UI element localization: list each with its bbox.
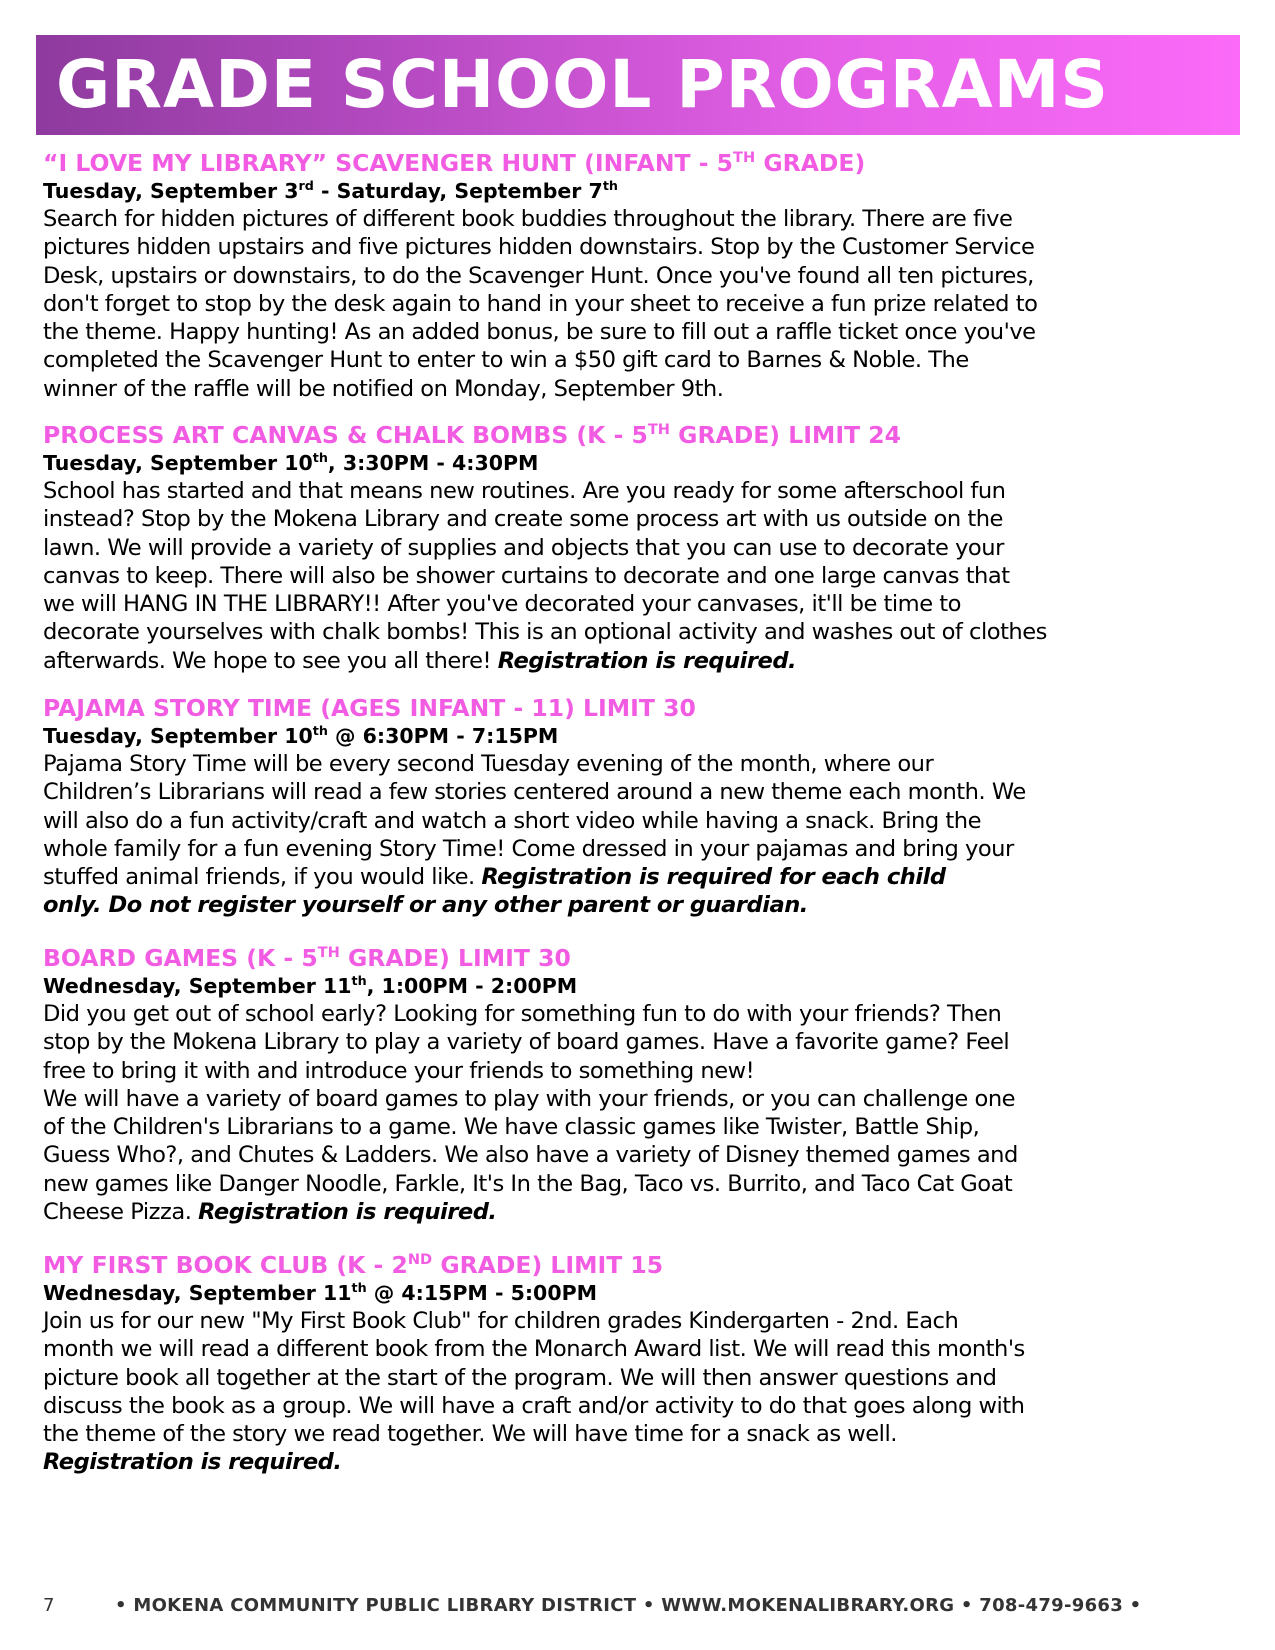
program-board-games bbox=[43, 943, 1238, 1226]
program-title: BOARD GAMES (K - 5TH GRADE) LIMIT 30 bbox=[43, 944, 571, 972]
program-first-book-club bbox=[43, 1250, 1238, 1477]
description-line: Children’s Librarians will read a few stories centered around a new theme each month. We bbox=[43, 779, 1026, 806]
description-line: discuss the book as a group. We will have a craft and/or activity to do that goes along with bbox=[43, 1392, 1025, 1419]
registration-note: only. Do not register yourself or any other parent or guardian. bbox=[43, 892, 808, 919]
description-line: Did you get out of school early? Looking for something fun to do with your friends? Then bbox=[43, 1001, 1002, 1027]
description-line: we will HANG IN THE LIBRARY!! After you've decorated your canvases, it'll be time to bbox=[43, 591, 961, 618]
description-line: will also do a fun activity/craft and watch a short video while having a snack. Bring the bbox=[43, 807, 981, 834]
description-line: instead? Stop by the Mokena Library and create some process art with us outside on the bbox=[43, 506, 1003, 533]
description-line: the theme of the story we read together. We will have time for a snack as well. bbox=[43, 1421, 897, 1448]
program-title: “I LOVE MY LIBRARY” SCAVENGER HUNT (INFANT - 5TH GRADE) bbox=[43, 149, 866, 177]
program-date: Tuesday, September 10th, 3:30PM - 4:30PM bbox=[43, 450, 539, 475]
program-process-art bbox=[43, 420, 1238, 675]
program-title: PAJAMA STORY TIME (AGES INFANT - 11) LIMIT 30 bbox=[43, 694, 696, 722]
description-line: decorate yourselves with chalk bombs! This is an optional activity and washes out of clothes bbox=[43, 619, 1047, 646]
description-line: completed the Scavenger Hunt to enter to win a $50 gift card to Barnes & Noble. The bbox=[43, 347, 969, 374]
footer bbox=[43, 1592, 1238, 1620]
description-line: Cheese Pizza. Registration is required. bbox=[43, 1199, 497, 1226]
description-line: Desk, upstairs or downstairs, to do the Scavenger Hunt. Once you've found all ten pictures, bbox=[43, 262, 1034, 289]
description-line: pictures hidden upstairs and five pictures hidden downstairs. Stop by the Customer Service bbox=[43, 234, 1035, 261]
footer-contact: • MOKENA COMMUNITY PUBLIC LIBRARY DISTRICT • WWW.MOKENALIBRARY.ORG • 708-479-9663 • bbox=[115, 1595, 1142, 1616]
description-line: School has started and that means new routines. Are you ready for some afterschool fun bbox=[43, 478, 1006, 504]
description-line: Guess Who?, and Chutes & Ladders. We also have a variety of Disney themed games and bbox=[43, 1142, 1018, 1169]
program-date: Tuesday, September 3rd - Saturday, September 7th bbox=[43, 178, 618, 203]
description-line: Pajama Story Time will be every second Tuesday evening of the month, where our bbox=[43, 751, 934, 777]
description-line: lawn. We will provide a variety of supplies and objects that you can use to decorate your bbox=[43, 534, 1004, 561]
description-line: afterwards. We hope to see you all there! Registration is required. bbox=[43, 647, 797, 674]
description-line: canvas to keep. There will also be shower curtains to decorate and one large canvas that bbox=[43, 562, 1010, 589]
program-date: Tuesday, September 10th @ 6:30PM - 7:15PM bbox=[43, 723, 559, 748]
registration-note: Registration is required. bbox=[43, 1449, 342, 1476]
description-line: picture book all together at the start of the program. We will then answer questions and bbox=[43, 1364, 997, 1391]
description-line: Join us for our new "My First Book Club" for children grades Kindergarten - 2nd. Each bbox=[43, 1308, 959, 1334]
registration-note: Registration is required. bbox=[497, 647, 797, 674]
description-line: whole family for a fun evening Story Time! Come dressed in your pajamas and bring your bbox=[43, 835, 1014, 862]
header-banner bbox=[36, 35, 1240, 135]
description-line: Search for hidden pictures of different book buddies throughout the library. There are five bbox=[43, 206, 1013, 232]
description-line: month we will read a different book from the Monarch Award list. We will read this month's bbox=[43, 1336, 1025, 1363]
description-line: stuffed animal friends, if you would like. Registration is required for each child bbox=[43, 864, 946, 891]
description-line: We will have a variety of board games to play with your friends, or you can challenge one bbox=[43, 1085, 1016, 1112]
description-line: don't forget to stop by the desk again to hand in your sheet to receive a fun prize related to bbox=[43, 290, 1038, 317]
program-date: Wednesday, September 11th @ 4:15PM - 5:00PM bbox=[43, 1280, 598, 1305]
program-title: MY FIRST BOOK CLUB (K - 2ND GRADE) LIMIT 15 bbox=[43, 1251, 664, 1279]
description-line: stop by the Mokena Library to play a variety of board games. Have a favorite game? Feel bbox=[43, 1029, 1010, 1056]
description-line: winner of the raffle will be notified on Monday, September 9th. bbox=[43, 375, 724, 402]
program-title: PROCESS ART CANVAS & CHALK BOMBS (K - 5TH GRADE) LIMIT 24 bbox=[43, 421, 901, 449]
program-scavenger-hunt bbox=[43, 148, 1238, 403]
program-pajama-story-time bbox=[43, 693, 1238, 920]
registration-note: Registration is required. bbox=[198, 1199, 497, 1226]
program-date: Wednesday, September 11th, 1:00PM - 2:00PM bbox=[43, 973, 578, 998]
description-line: the theme. Happy hunting! As an added bonus, be sure to fill out a raffle ticket once you've bbox=[43, 319, 1036, 346]
page-title: GRADE SCHOOL PROGRAMS bbox=[56, 46, 1109, 123]
description-line: new games like Danger Noodle, Farkle, It's In the Bag, Taco vs. Burrito, and Taco Cat Goat bbox=[43, 1170, 1013, 1197]
description-line: of the Children's Librarians to a game. We have classic games like Twister, Battle Ship, bbox=[43, 1114, 980, 1141]
description-line: free to bring it with and introduce your friends to something new! bbox=[43, 1057, 755, 1084]
page-number: 7 bbox=[43, 1595, 55, 1616]
registration-note: Registration is required for each child bbox=[481, 864, 946, 891]
